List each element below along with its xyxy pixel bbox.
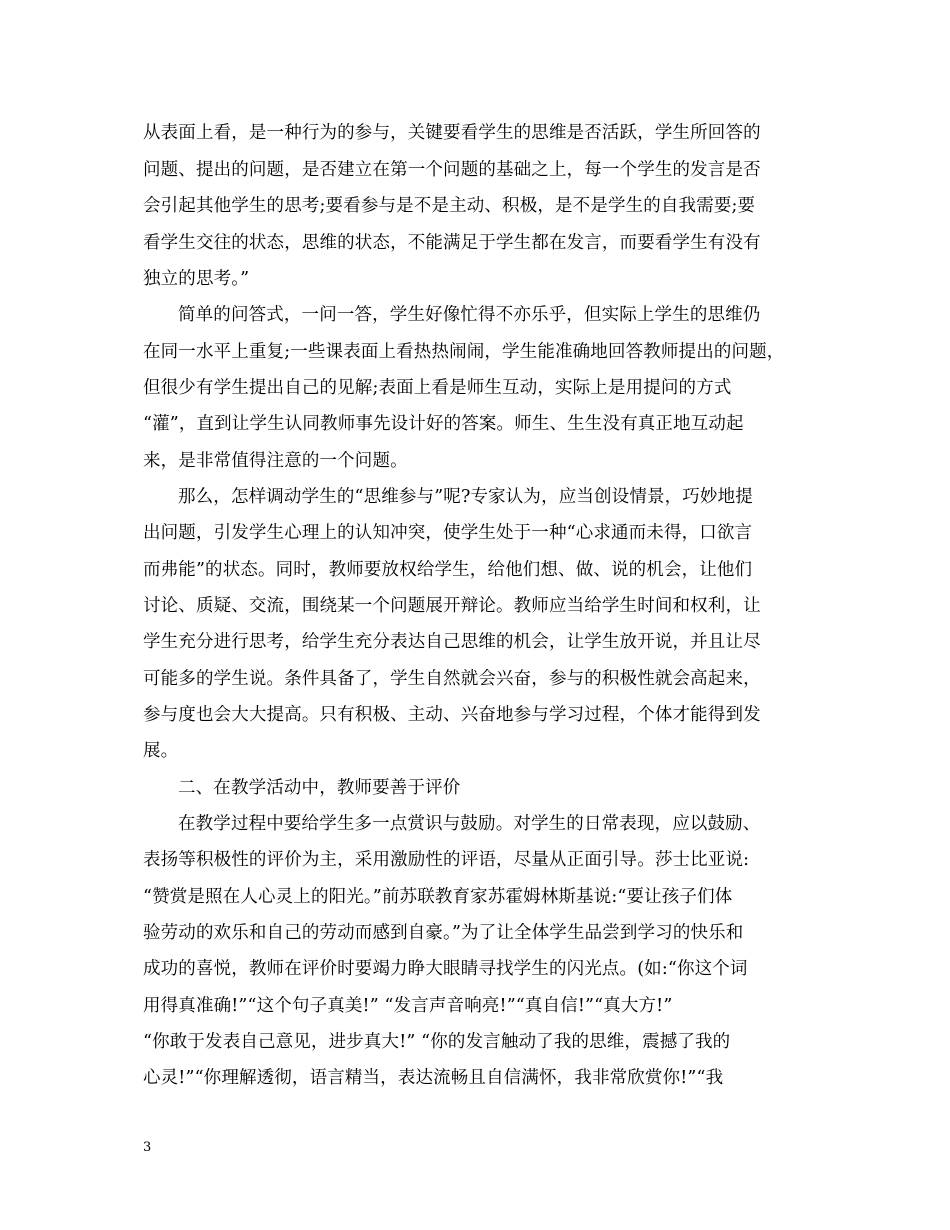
text-line: 而弗能”的状态。同时，教师要放权给学生，给他们想、做、说的机会，让他们 xyxy=(143,560,753,580)
paragraph-start-line: 简单的问答式，一问一答，学生好像忙得不亦乐乎，但实际上学生的思维仍 xyxy=(178,305,761,325)
text-line: 会引起其他学生的思考;要看参与是不是主动、积极，是不是学生的自我需要;要 xyxy=(143,196,756,216)
text-line: 在同一水平上重复;一些课表面上看热热闹闹，学生能准确地回答教师提出的问题， xyxy=(143,342,785,362)
text-line: 可能多的学生说。条件具备了，学生自然就会兴奋，参与的积极性就会高起来， xyxy=(143,669,761,689)
text-line: 出问题，引发学生心理上的认知冲突，使学生处于一种“心求通而未得，口欲言 xyxy=(143,523,753,543)
paragraph-start-line: 那么，怎样调动学生的“思维参与”呢?专家认为，应当创设情景，巧妙地提 xyxy=(178,487,753,507)
text-line: 验劳动的欢乐和自己的劳动而感到自豪。”为了让全体学生品尝到学习的快乐和 xyxy=(143,923,744,943)
paragraph-start-line: 在教学过程中要给学生多一点赏识与鼓励。对学生的日常表现，应以鼓励、 xyxy=(178,814,761,834)
text-line: 展。 xyxy=(143,741,179,761)
text-line: 心灵!”“你理解透彻，语言精当，表达流畅且自信满怀，我非常欣赏你!”“我 xyxy=(143,1068,724,1088)
text-line: 讨论、质疑、交流，围绕某一个问题展开辩论。教师应当给学生时间和权利，让 xyxy=(143,596,761,616)
text-line: 学生充分进行思考，给学生充分表达自己思维的机会，让学生放开说，并且让尽 xyxy=(143,632,761,652)
text-line: “灌”，直到让学生认同教师事先设计好的答案。师生、生生没有真正地互动起 xyxy=(143,414,744,434)
section-heading: 二、在教学活动中，教师要善于评价 xyxy=(178,778,461,798)
text-line: 用得真准确!”“这个句子真美!” “发言声音响亮!”“真自信!”“真大方!” xyxy=(143,996,673,1016)
text-line: “你敢于发表自己意见，进步真大!” “你的发言触动了我的思维，震撼了我的 xyxy=(143,1032,731,1052)
text-line: 来，是非常值得注意的一个问题。 xyxy=(143,451,408,471)
text-line: 从表面上看，是一种行为的参与，关键要看学生的思维是否活跃，学生所回答的 xyxy=(143,123,761,143)
text-line: 但很少有学生提出自己的见解;表面上看是师生互动，实际上是用提问的方式 xyxy=(143,378,732,398)
page-number: 3 xyxy=(143,1140,152,1155)
text-line: 表扬等积极性的评价为主，采用激励性的评语，尽量从正面引导。莎士比亚说: xyxy=(143,850,750,870)
text-line: “赞赏是照在人心灵上的阳光。”前苏联教育家苏霍姆林斯基说:“要让孩子们体 xyxy=(143,887,733,907)
text-line: 成功的喜悦，教师在评价时要竭力睁大眼睛寻找学生的闪光点。(如:“你这个词 xyxy=(143,959,748,979)
text-line: 独立的思考。” xyxy=(143,269,250,289)
text-line: 问题、提出的问题，是否建立在第一个问题的基础之上，每一个学生的发言是否 xyxy=(143,160,761,180)
text-line: 参与度也会大大提高。只有积极、主动、兴奋地参与学习过程，个体才能得到发 xyxy=(143,705,761,725)
text-line: 看学生交往的状态，思维的状态，不能满足于学生都在发言，而要看学生有没有 xyxy=(143,233,761,253)
